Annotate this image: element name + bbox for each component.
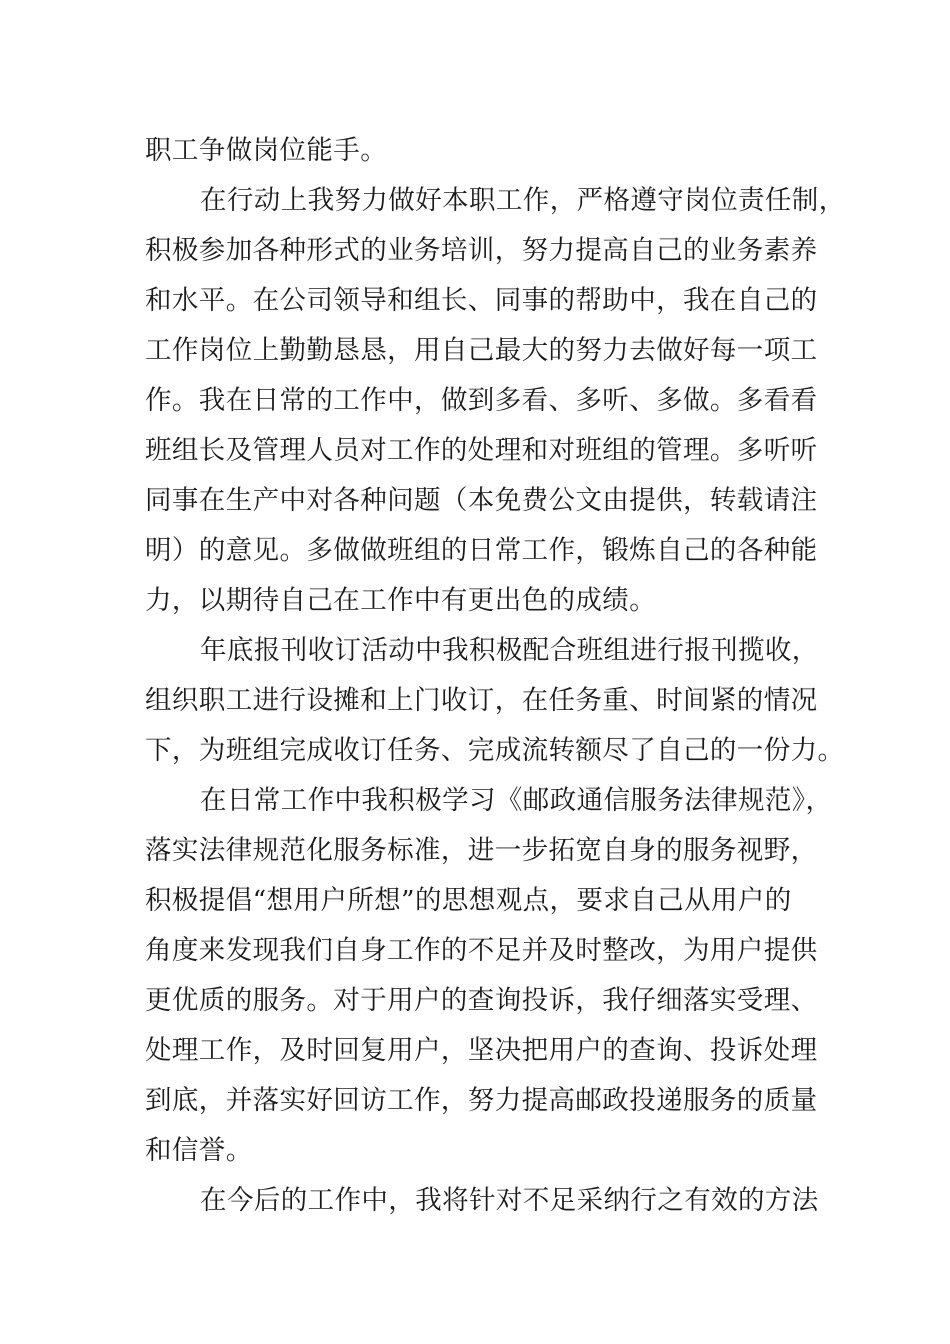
text-line: 下，为班组完成收订任务、完成流转额尽了自己的一份力。	[145, 735, 845, 766]
paragraph-start-line: 在日常工作中我积极学习《邮政通信服务法律规范》，	[200, 785, 833, 816]
text-line: 同事在生产中对各种问题（本免费公文由提供，转载请注	[145, 485, 818, 516]
text-line: 到底，并落实好回访工作，努力提高邮政投递服务的质量	[145, 1085, 818, 1116]
text-line: 班组长及管理人员对工作的处理和对班组的管理。多听听	[145, 435, 818, 466]
text-line: 工作岗位上勤勤恳恳，用自己最大的努力去做好每一项工	[145, 335, 818, 366]
text-line: 职工争做岗位能手。	[145, 135, 388, 166]
text-line: 和水平。在公司领导和组长、同事的帮助中，我在自己的	[145, 285, 818, 316]
text-line: 和信誉。	[145, 1135, 253, 1166]
text-line: 处理工作，及时回复用户，坚决把用户的查询、投诉处理	[145, 1035, 818, 1066]
text-line: 积极提倡“想用户所想”的思想观点，要求自己从用户的	[145, 885, 792, 916]
paragraph-start-line: 年底报刊收订活动中我积极配合班组进行报刊揽收，	[200, 635, 819, 666]
paragraph-start-line: 在今后的工作中，我将针对不足采纳行之有效的方法	[200, 1185, 819, 1216]
paragraph-start-line: 在行动上我努力做好本职工作，严格遵守岗位责任制，	[200, 185, 846, 216]
text-line: 更优质的服务。对于用户的查询投诉，我仔细落实受理、	[145, 985, 818, 1016]
text-line: 角度来发现我们自身工作的不足并及时整改，为用户提供	[145, 935, 818, 966]
text-line: 明）的意见。多做做班组的日常工作，锻炼自己的各种能	[145, 535, 818, 566]
text-line: 力，以期待自己在工作中有更出色的成绩。	[145, 585, 657, 616]
text-line: 落实法律规范化服务标准，进一步拓宽自身的服务视野，	[145, 835, 818, 866]
text-line: 组织职工进行设摊和上门收订，在任务重、时间紧的情况	[145, 685, 818, 716]
text-line: 积极参加各种形式的业务培训，努力提高自己的业务素养	[145, 235, 818, 266]
text-line: 作。我在日常的工作中，做到多看、多听、多做。多看看	[145, 385, 818, 416]
